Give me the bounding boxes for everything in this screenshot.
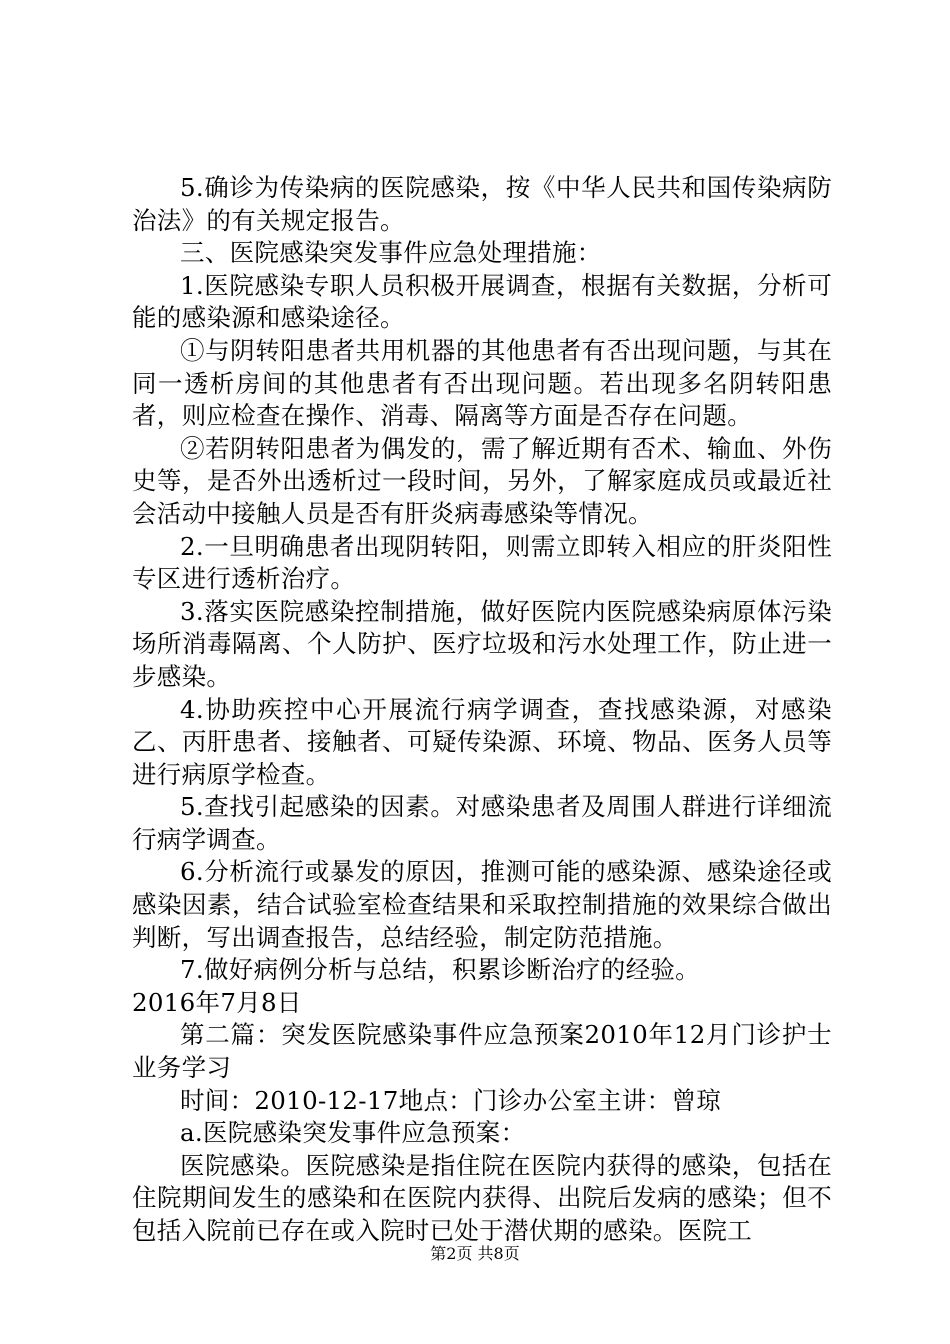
document-date: 2016年7月8日 xyxy=(132,987,302,1017)
document-body xyxy=(132,172,832,1248)
paragraph-item-5-report: 5.确诊为传染病的医院感染，按《中华人民共和国传染病防治法》的有关规定报告。 xyxy=(132,173,832,235)
paragraph-definition: 医院感染。医院感染是指住院在医院内获得的感染，包括在住院期间发生的感染和在医院内获得、出院后发病的感染；但不包括入院前已存在或入院时已处于潜伏期的感染。医院工 xyxy=(132,1150,832,1245)
paragraph-measure-2: 2.一旦明确患者出现阴转阳，则需立即转入相应的肝炎阳性专区进行透析治疗。 xyxy=(132,531,832,594)
section-heading-emergency-measures: 三、医院感染突发事件应急处理措施： xyxy=(180,238,602,268)
paragraph-measure-6: 6.分析流行或暴发的原因，推测可能的感染源、感染途径或感染因素，结合试验室检查结果和采取控制措施的效果综合做出判断，写出调查报告，总结经验，制定防范措施。 xyxy=(132,857,832,952)
page-footer: 第2页 共8页 xyxy=(430,1244,520,1263)
paragraph-measure-4: 4.协助疾控中心开展流行病学调查，查找感染源，对感染乙、丙肝患者、接触者、可疑传染源、环境、物品、医务人员等进行病原学检查。 xyxy=(132,694,832,789)
paragraph-measure-1: 1.医院感染专职人员积极开展调查，根据有关数据，分析可能的感染源和感染途径。 xyxy=(132,270,832,333)
paragraph-measure-7: 7.做好病例分析与总结，积累诊断治疗的经验。 xyxy=(180,955,700,985)
meeting-info: 时间：2010-12-17地点：门诊办公室主讲：曾琼 xyxy=(180,1085,722,1115)
paragraph-measure-3: 3.落实医院感染控制措施，做好医院内医院感染病原体污染场所消毒隔离、个人防护、医疗垃圾和污水处理工作，防止进一步感染。 xyxy=(132,596,832,691)
paragraph-sub-2: ②若阴转阳患者为偶发的，需了解近期有否术、输血、外伤史等，是否外出透析过一段时间，另外，了解家庭成员或最近社会活动中接触人员是否有肝炎病毒感染等情况。 xyxy=(132,433,832,528)
paragraph-measure-5: 5.查找引起感染的因素。对感染患者及周围人群进行详细流行病学调查。 xyxy=(132,792,832,854)
chapter-two-title: 第二篇：突发医院感染事件应急预案2010年12月门诊护士业务学习 xyxy=(132,1020,832,1083)
paragraph-sub-1: ①与阴转阳患者共用机器的其他患者有否出现问题，与其在同一透析房间的其他患者有否出现问题。若出现多名阴转阳患者，则应检查在操作、消毒、隔离等方面是否存在问题。 xyxy=(132,335,832,431)
subheading-emergency-plan: a.医院感染突发事件应急预案： xyxy=(180,1118,526,1148)
